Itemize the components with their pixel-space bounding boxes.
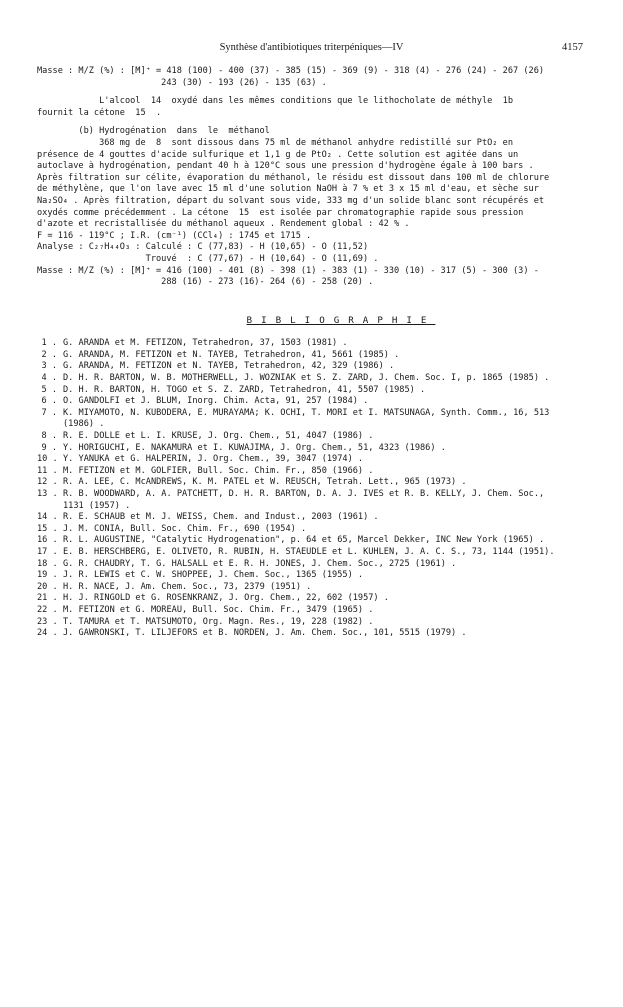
text-line: 243 (30) - 193 (26) - 135 (63) .	[37, 77, 327, 88]
reference-item	[37, 512, 597, 524]
reference-item	[37, 570, 597, 582]
reference-number: 20 .	[37, 581, 58, 592]
reference-text: M. FETIZON et M. GOLFIER, Bull. Soc. Chim. Fr., 850 (1966) .	[63, 465, 374, 476]
reference-text: Y. HORIGUCHI, E. NAKAMURA et I. KUWAJIMA, J. Org. Chem., 51, 4323 (1986) .	[63, 442, 446, 453]
reference-text: Y. YANUKA et G. HALPERIN, J. Org. Chem., 39, 3047 (1974) .	[63, 454, 364, 465]
reference-number: 24 .	[37, 628, 58, 639]
text-line: présence de 4 gouttes d'acide sulfurique et 1,1 g de PtO₂ . Cette solution est agitée dans un	[37, 149, 519, 160]
text-line: L'alcool 14 oxydé dans les mêmes conditions que le lithocholate de méthyle 1b	[37, 96, 513, 107]
article-body	[37, 66, 597, 640]
text-line: 288 (16) - 273 (16)- 264 (6) - 258 (20) .	[37, 277, 374, 288]
text-line: de méthylène, que l'on lave avec 15 ml d'une solution NaOH à 7 % et 3 x 15 ml d'eau, et sèche sur	[37, 184, 539, 195]
reference-item	[37, 524, 597, 536]
text-line: Na₂SO₄ . Après filtration, départ du solvant sous vide, 333 mg d'un solide blanc sont récupérés et	[37, 195, 545, 206]
reference-number: 10 .	[37, 454, 58, 465]
reference-number: 14 .	[37, 512, 58, 523]
reference-item	[37, 373, 597, 385]
reference-number: 15 .	[37, 523, 58, 534]
reference-number: 12 .	[37, 477, 58, 488]
text-line: Analyse : C₂₇H₄₄O₃ : Calculé : C (77,83) - H (10,65) - O (11,52)	[37, 242, 369, 253]
reference-number: 13 .	[37, 489, 58, 499]
reference-text: H. J. RINGOLD et G. ROSENKRANZ, J. Org. Chem., 22, 602 (1957) .	[63, 593, 389, 604]
reference-item	[37, 350, 597, 362]
reference-item	[37, 559, 597, 571]
reference-text: R. A. LEE, C. McANDREWS, K. M. PATEL et W. REUSCH, Tetrah. Lett., 965 (1973) .	[63, 477, 467, 488]
text-line: Trouvé : C (77,67) - H (10,64) - O (11,69) .	[37, 253, 379, 264]
reference-number: 1 .	[41, 338, 57, 349]
reference-text: G. ARANDA et M. FETIZON, Tetrahedron, 37, 1503 (1981) .	[63, 338, 348, 349]
reference-number: 18 .	[37, 558, 58, 569]
reference-text: D. H. R. BARTON, H. TOGO et S. Z. ZARD, Tetrahedron, 41, 5507 (1985) .	[63, 384, 426, 395]
reference-text: J. GAWRONSKI, T. LILJEFORS et B. NORDEN, J. Am. Chem. Soc., 101, 5515 (1979) .	[63, 628, 467, 639]
reference-text: G. ARANDA, M. FETIZON et N. TAYEB, Tetrahedron, 42, 329 (1986) .	[63, 361, 395, 372]
text-line: Masse : M/Z (%) : [M]⁺ = 416 (100) - 401 (8) - 398 (1) - 383 (1) - 330 (10) - 317 (5) - 300 (3) -	[37, 265, 539, 276]
text-line: autoclave à hydrogénation, pendant 40 h à 120°C sous une pression d'hydrogène égale à 100 bars .	[37, 161, 534, 172]
reference-item	[37, 535, 597, 547]
reference-list	[37, 338, 597, 639]
reference-item	[37, 385, 597, 397]
bibliography-heading: BIBLIOGRAPHIE	[246, 314, 436, 326]
reference-item	[37, 582, 597, 594]
running-header	[0, 42, 623, 56]
text-line: 368 mg de 8 sont dissous dans 75 ml de méthanol anhydre redistillé sur PtO₂ en	[37, 137, 513, 148]
reference-item	[37, 547, 597, 559]
reference-item	[37, 454, 597, 466]
reference-item	[37, 396, 597, 408]
reference-item	[37, 477, 597, 489]
reference-number: 16 .	[37, 535, 58, 546]
reference-number: 22 .	[37, 604, 58, 615]
reference-item	[37, 338, 597, 350]
text-line: oxydés comme précédemment . La cétone 15 est isolée par chromatographie rapide sous pression	[37, 207, 524, 218]
reference-item	[37, 466, 597, 478]
header-title: Synthèse d'antibiotiques triterpéniques—IV	[219, 42, 404, 53]
reference-number: 23 .	[37, 616, 58, 627]
reference-text: G. R. CHAUDRY, T. G. HALSALL et E. R. H. JONES, J. Chem. Soc., 2725 (1961) .	[63, 558, 457, 569]
reference-continuation: (1986) .	[63, 419, 105, 430]
reference-text: J. M. CONIA, Bull. Soc. Chim. Fr., 690 (1954) .	[63, 523, 307, 534]
reference-number: 8 .	[41, 431, 57, 442]
reference-number: 2 .	[41, 349, 57, 360]
reference-text: H. R. NACE, J. Am. Chem. Soc., 73, 2379 (1951) .	[63, 581, 312, 592]
reference-text: K. MIYAMOTO, N. KUBODERA, E. MURAYAMA; K. OCHI, T. MORI et I. MATSUNAGA, Synth. Comm., 16, 513	[63, 407, 550, 418]
text-line: fournit la cétone 15 .	[37, 107, 162, 118]
reference-number: 7 .	[41, 407, 57, 418]
experimental-text	[37, 66, 597, 289]
reference-number: 19 .	[37, 570, 58, 581]
text-line: Après filtration sur célite, évaporation du méthanol, le résidu est dissout dans 100 ml de chlorure	[37, 172, 550, 183]
reference-item	[37, 628, 597, 640]
reference-text: M. FETIZON et G. MOREAU, Bull. Soc. Chim. Fr., 3479 (1965) .	[63, 604, 374, 615]
reference-item	[37, 443, 597, 455]
reference-number: 17 .	[37, 546, 58, 557]
reference-text: R. L. AUGUSTINE, "Catalytic Hydrogenation", p. 64 et 65, Marcel Dekker, INC New York (1965) .	[63, 535, 545, 546]
reference-number: 3 .	[41, 361, 57, 372]
reference-text: R. E. SCHAUB et M. J. WEISS, Chem. and Indust., 2003 (1961) .	[63, 512, 379, 523]
text-line: Masse : M/Z (%) : [M]⁺ = 418 (100) - 400 (37) - 385 (15) - 369 (9) - 318 (4) - 276 (24) - 267 (26)	[37, 66, 545, 76]
reference-text: E. B. HERSCHBERG, E. OLIVETO, R. RUBIN, H. STAEUDLE et L. KUHLEN, J. A. C. S., 73, 1144 (1951).	[63, 546, 555, 557]
reference-text: T. TAMURA et T. MATSUMOTO, Org. Magn. Res., 19, 228 (1982) .	[63, 616, 374, 627]
reference-item	[37, 408, 597, 420]
reference-item	[37, 617, 597, 629]
reference-number: 4 .	[41, 373, 57, 384]
reference-text: G. ARANDA, M. FETIZON et N. TAYEB, Tetrahedron, 41, 5661 (1985) .	[63, 349, 400, 360]
page-number: 4157	[562, 42, 583, 53]
reference-text: O. GANDOLFI et J. BLUM, Inorg. Chim. Acta, 91, 257 (1984) .	[63, 396, 369, 407]
reference-number: 21 .	[37, 593, 58, 604]
reference-continuation: 1131 (1957) .	[63, 500, 131, 511]
reference-item	[37, 361, 597, 373]
reference-item	[37, 489, 597, 501]
reference-text: R. B. WOODWARD, A. A. PATCHETT, D. H. R. BARTON, D. A. J. IVES et R. B. KELLY, J. Chem. Soc.,	[63, 489, 545, 499]
reference-text: R. E. DOLLE et L. I. KRUSE, J. Org. Chem., 51, 4047 (1986) .	[63, 431, 374, 442]
reference-item	[37, 431, 597, 443]
reference-text: D. H. R. BARTON, W. B. MOTHERWELL, J. WOZNIAK et S. Z. ZARD, J. Chem. Soc. I, p. 1865 (1985) .	[63, 373, 550, 384]
reference-text: J. R. LEWIS et C. W. SHOPPEE, J. Chem. Soc., 1365 (1955) .	[63, 570, 364, 581]
reference-number: 5 .	[41, 384, 57, 395]
reference-number: 9 .	[41, 442, 57, 453]
reference-item	[37, 593, 597, 605]
reference-item	[37, 605, 597, 617]
text-line: d'azote et recristallisée du méthanol aqueux . Rendement global : 42 % .	[37, 219, 410, 230]
text-line: F = 116 - 119°C ; I.R. (cm⁻¹) (CCl₄) : 1745 et 1715 .	[37, 230, 312, 241]
text-line: (b) Hydrogénation dans le méthanol	[37, 126, 270, 137]
reference-number: 11 .	[37, 465, 58, 476]
reference-number: 6 .	[41, 396, 57, 407]
